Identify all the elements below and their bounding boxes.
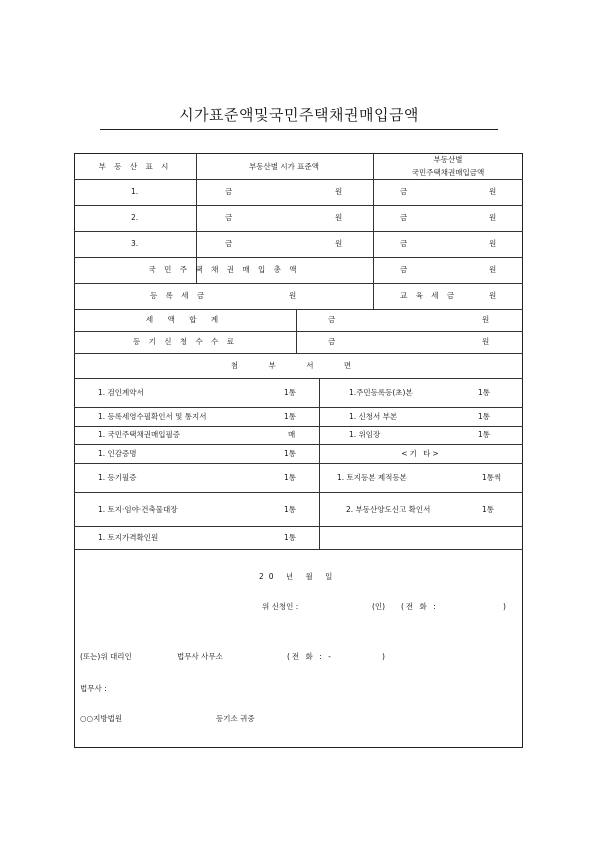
tax-total-label: 세 액 합 계 [145, 315, 225, 324]
row-divider [74, 205, 523, 206]
amount-prefix: 금 [225, 239, 233, 248]
attachment-qty: 1통 [478, 412, 491, 421]
attachment-qty: 1통 [478, 430, 491, 439]
amount-prefix: 금 [400, 265, 408, 274]
amount-prefix: 금 [328, 315, 336, 324]
amount-unit: 원 [482, 315, 490, 324]
attachment-item: 1. 등록세영수필확인서 및 통지서 [98, 412, 207, 421]
attachment-item: 1. 검인계약서 [98, 388, 144, 397]
agent-phone: (전 화 : - [287, 652, 333, 661]
amount-prefix: 금 [328, 337, 336, 346]
other-heading: <기 타> [401, 449, 441, 458]
amount-unit: 원 [489, 239, 497, 248]
amount-prefix: 금 [400, 213, 408, 222]
col-divider [196, 153, 197, 283]
attachment-item: 1. 국민주택채권매입필증 [98, 430, 180, 439]
row-divider [74, 526, 523, 527]
row-divider [74, 378, 523, 379]
law-office: 법무사 사무소 [177, 652, 223, 661]
attachment-qty: 1통 [284, 473, 297, 482]
attachment-qty: 1통씩 [482, 473, 502, 482]
lawyer-label: 법무사 : [80, 684, 107, 693]
row-divider [74, 283, 523, 284]
amount-unit: 원 [289, 291, 297, 300]
title-underline [100, 129, 498, 130]
attachment-qty: 1통 [284, 449, 297, 458]
bond-total-label: 국 민 주 택 채 권 매 입 총 액 [148, 265, 300, 274]
row-divider [74, 492, 523, 493]
attachment-qty: 1통 [482, 505, 495, 514]
attachment-qty: 1통 [478, 388, 491, 397]
row-number: 2. [131, 213, 139, 222]
row-number: 1. [131, 187, 139, 196]
amount-prefix: 금 [225, 187, 233, 196]
attachment-item: 1. 등기필증 [98, 473, 137, 482]
amount-prefix: 금 [225, 213, 233, 222]
header-bond-line2: 국민주택채권매입금액 [411, 168, 485, 177]
attachment-qty: 매 [288, 430, 296, 439]
amount-prefix: 금 [400, 239, 408, 248]
document-title: 시가표준액및국민주택채권매입금액 [179, 106, 419, 124]
attachment-item: 1. 토지·임야·건축물대장 [98, 505, 178, 514]
attachment-item: 1. 신청서 부본 [349, 412, 398, 421]
row-number: 3. [131, 239, 139, 248]
applicant-phone-close: ) [503, 602, 506, 611]
seal-mark: (인) [372, 602, 386, 611]
attachment-item: 1. 토지가격확인원 [98, 533, 159, 542]
date-line: 20 년 월 일 [259, 572, 338, 581]
applicant-label: 위 신청인 : [262, 602, 299, 611]
amount-unit: 원 [482, 337, 490, 346]
amount-unit: 원 [489, 291, 497, 300]
row-divider [74, 353, 523, 354]
agent-phone-close: ) [382, 652, 385, 661]
attachment-qty: 1통 [284, 505, 297, 514]
col-divider [319, 378, 320, 549]
amount-unit: 원 [489, 265, 497, 274]
attachments-title: 첨 부 서 면 [230, 361, 366, 370]
attachment-item: 1. 토지등본 제적등본 [337, 473, 407, 482]
header-bond-line1: 부동산별 [433, 155, 463, 164]
col-divider [296, 309, 297, 353]
attachment-qty: 1통 [284, 388, 297, 397]
amount-unit: 원 [335, 213, 343, 222]
row-divider [74, 331, 523, 332]
attachment-item: 1. 인감증명 [98, 449, 137, 458]
row-divider [74, 426, 523, 427]
attachment-item: 1.주민등록등(초)본 [349, 388, 413, 397]
row-divider [74, 444, 523, 445]
registration-fee-label: 등 기 신 청 수 수 료 [132, 337, 238, 346]
row-divider [74, 407, 523, 408]
amount-unit: 원 [489, 213, 497, 222]
row-divider [74, 179, 523, 180]
amount-prefix: 금 [400, 187, 408, 196]
row-divider [74, 549, 523, 550]
agent-label: (또는)위 대리인 [80, 652, 132, 661]
attachment-item: 1. 위임장 [349, 430, 381, 439]
row-divider [74, 257, 523, 258]
registry-office: 등기소 귀중 [216, 714, 255, 723]
amount-unit: 원 [335, 239, 343, 248]
attachment-item: 2. 부동산양도신고 확인서 [346, 505, 431, 514]
attachment-qty: 1통 [284, 412, 297, 421]
header-property: 부 동 산 표 시 [98, 162, 172, 171]
court-name: ○○지방법원 [80, 714, 123, 723]
attachment-qty: 1통 [284, 533, 297, 542]
education-tax-label: 교 육 세 금 [400, 291, 458, 300]
row-divider [74, 309, 523, 310]
col-divider [373, 153, 374, 309]
registration-tax-label: 등 록 세 금 [150, 291, 208, 300]
applicant-phone: (전 화 : [401, 602, 438, 611]
row-divider [74, 463, 523, 464]
amount-unit: 원 [335, 187, 343, 196]
header-standard-price: 부동산별 시가 표준액 [249, 162, 319, 171]
row-divider [74, 231, 523, 232]
amount-unit: 원 [489, 187, 497, 196]
